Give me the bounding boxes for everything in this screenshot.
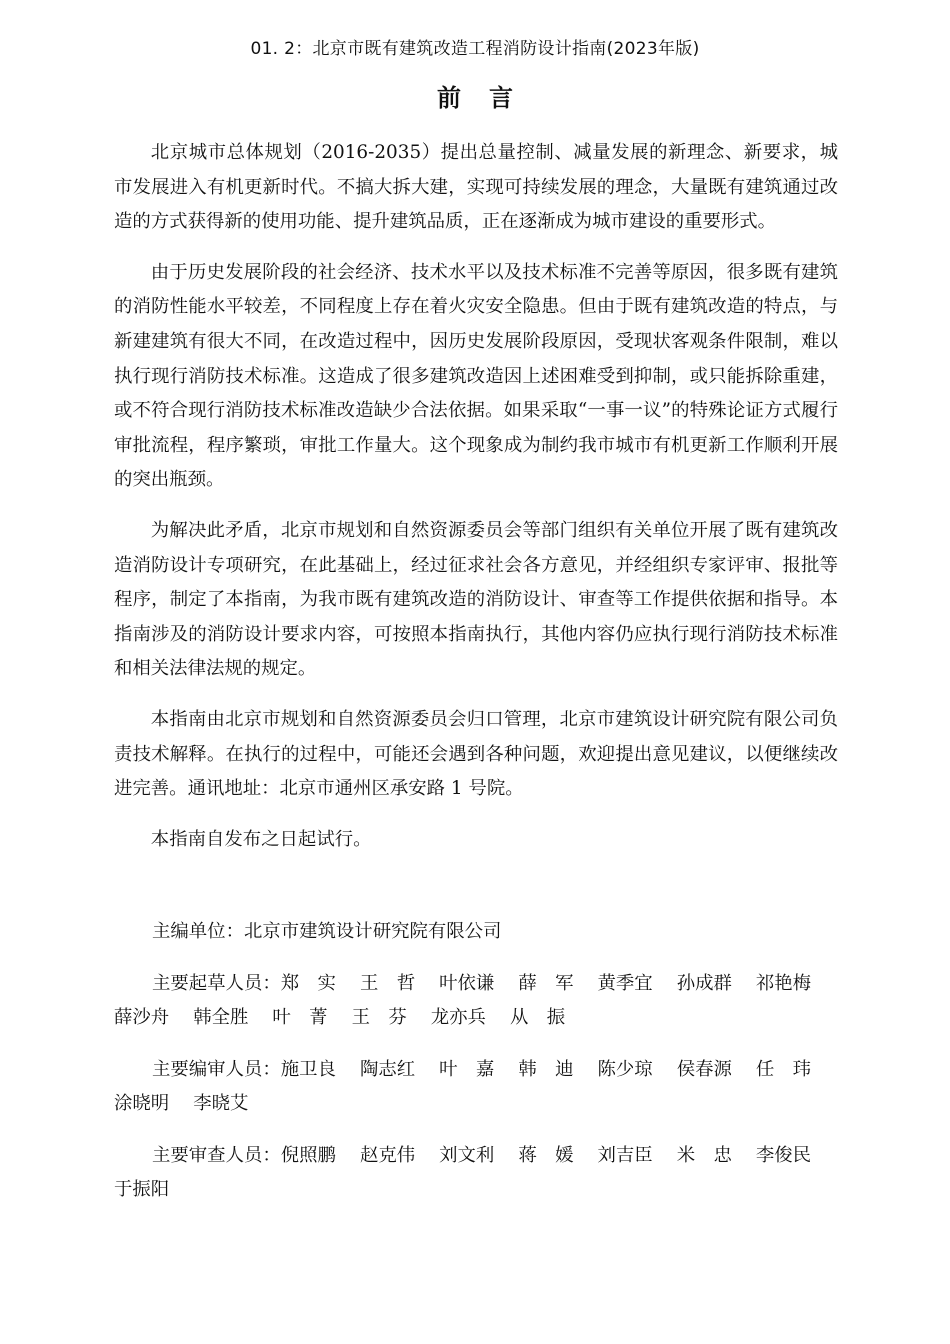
reviewers-block xyxy=(114,1139,838,1207)
drafter-name: 王 芬 xyxy=(351,1007,407,1028)
preface-paragraph-2: 由于历史发展阶段的社会经济、技术水平以及技术标准不完善等原因，很多既有建筑的消防性能水平较差，不同程度上存在着火灾安全隐患。但由于既有建筑改造的特点，与新建建筑有很大不同，在改造过程中，因历史发展阶段原因，受现状客观条件限制，难以执行现行消防技术标准。这造成了很多建筑改造因上述困难受到抑制，或只能拆除重建，或不符合现行消防技术标准改造缺少合法依据。如果采取“一事一议”的特殊论证方式履行审批流程，程序繁琐，审批工作量大。这个现象成为制约我市城市有机更新工作顺利开展的突出瓶颈。 xyxy=(114,261,838,491)
editor-name: 任 玮 xyxy=(755,1059,812,1080)
drafters-line-1 xyxy=(114,967,838,1001)
drafters-block xyxy=(114,967,838,1035)
preface-body xyxy=(114,136,838,879)
editor-name: 陶志红 xyxy=(359,1059,416,1080)
reviewer-name: 蒋 媛 xyxy=(518,1145,574,1166)
editor-name: 涂晓明 xyxy=(114,1093,170,1114)
editor-name: 韩 迪 xyxy=(518,1059,574,1080)
reviewers-role-label: 主要审查人员： xyxy=(152,1145,281,1166)
reviewer-name: 李俊民 xyxy=(755,1145,812,1166)
drafters-line-2 xyxy=(114,1001,838,1035)
reviewer-name: 赵克伟 xyxy=(359,1145,416,1166)
reviewer-name: 刘文利 xyxy=(439,1145,495,1166)
editors-line-2 xyxy=(114,1087,838,1121)
reviewer-name: 刘吉臣 xyxy=(597,1145,653,1166)
drafter-name: 韩全胜 xyxy=(193,1007,249,1028)
reviewer-name: 于振阳 xyxy=(114,1179,170,1200)
drafter-name: 祁艳梅 xyxy=(755,973,812,994)
drafter-name: 黄季宜 xyxy=(597,973,653,994)
preface-paragraph-5: 本指南自发布之日起试行。 xyxy=(150,828,372,850)
drafter-name: 王 哲 xyxy=(359,973,416,994)
editor-name: 施卫良 xyxy=(280,1059,336,1080)
preface-paragraph-4: 本指南由北京市规划和自然资源委员会归口管理，北京市建筑设计研究院有限公司负责技术解释。在执行的过程中，可能还会遇到各种问题，欢迎提出意见建议，以便继续改进完善。通讯地址：北京市通州区承安路 1 号院。 xyxy=(114,708,838,800)
editors-role-label: 主要编审人员： xyxy=(152,1059,281,1080)
preface-heading: 前言 xyxy=(437,84,541,112)
reviewers-line-2 xyxy=(114,1173,838,1207)
drafter-name: 龙亦兵 xyxy=(430,1007,486,1028)
editors-block xyxy=(114,1053,838,1121)
chief-unit-text: 主编单位：北京市建筑设计研究院有限公司 xyxy=(152,921,502,942)
drafter-name: 叶依谦 xyxy=(439,973,495,994)
reviewer-name: 米 忠 xyxy=(676,1145,732,1166)
preface-paragraph-1: 北京城市总体规划（2016-2035）提出总量控制、减量发展的新理念、新要求，城市发展进入有机更新时代。不搞大拆大建，实现可持续发展的理念，大量既有建筑通过改造的方式获得新的使用功能、提升建筑品质，正在逐渐成为城市建设的重要形式。 xyxy=(114,142,838,233)
reviewers-line-1 xyxy=(114,1139,838,1173)
editors-line-1 xyxy=(114,1053,838,1087)
reviewer-name: 倪照鹏 xyxy=(280,1145,336,1166)
drafter-name: 薛沙舟 xyxy=(114,1007,170,1028)
editor-name: 李晓艾 xyxy=(193,1093,249,1114)
preface-paragraph-3: 为解决此矛盾，北京市规划和自然资源委员会等部门组织有关单位开展了既有建筑改造消防设计专项研究，在此基础上，经过征求社会各方意见，并经组织专家评审、报批等程序，制定了本指南，为我市既有建筑改造的消防设计、审查等工作提供依据和指导。本指南涉及的消防设计要求内容，可按照本指南执行，其他内容仍应执行现行消防技术标准和相关法律法规的规定。 xyxy=(114,519,838,680)
drafter-name: 叶 菁 xyxy=(272,1007,328,1028)
editor-name: 陈少琼 xyxy=(597,1059,653,1080)
chief-unit xyxy=(114,915,838,949)
drafters-role-label: 主要起草人员： xyxy=(152,973,281,994)
editor-name: 叶 嘉 xyxy=(439,1059,495,1080)
drafter-name: 从 振 xyxy=(509,1007,566,1028)
document-header-title: 01. 2：北京市既有建筑改造工程消防设计指南(2023年版) xyxy=(250,39,700,59)
credits-section xyxy=(114,915,838,1225)
drafter-name: 薛 军 xyxy=(518,973,574,994)
drafter-name: 孙成群 xyxy=(676,973,732,994)
editor-name: 侯春源 xyxy=(676,1059,732,1080)
drafter-name: 郑 实 xyxy=(280,973,336,994)
